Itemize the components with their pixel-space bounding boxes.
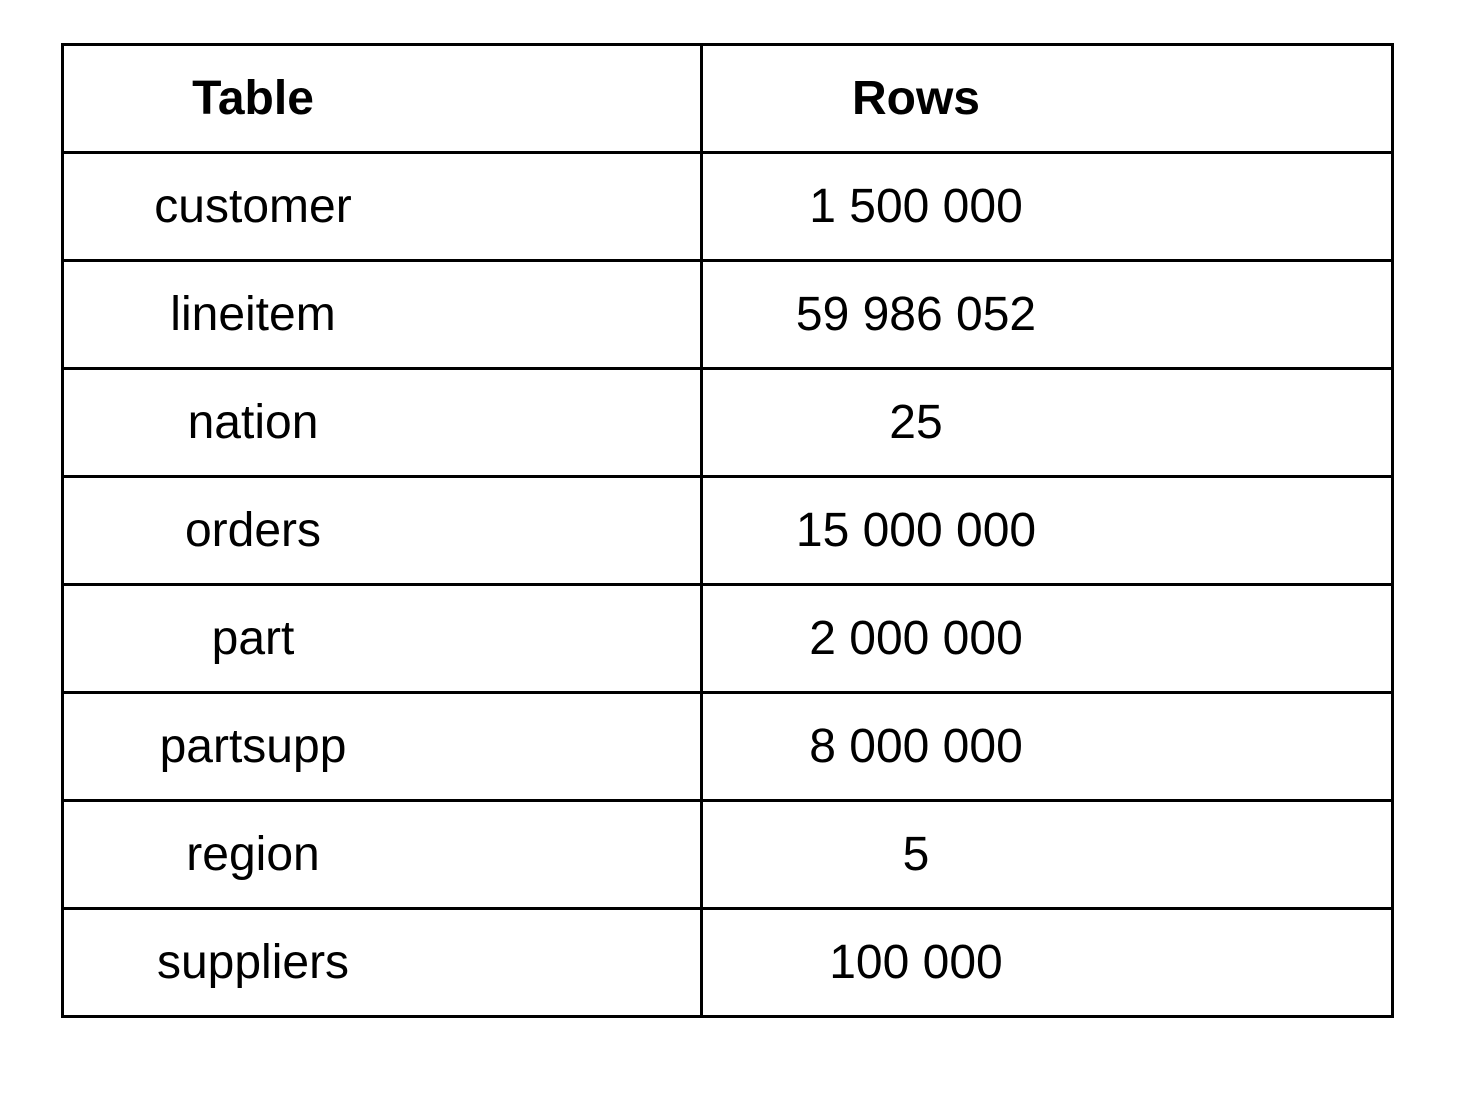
table-row xyxy=(63,693,1393,801)
table-name-cell: customer xyxy=(63,153,702,261)
table-name-cell: region xyxy=(63,801,702,909)
column-header-table: Table xyxy=(63,45,702,153)
table-row xyxy=(63,153,1393,261)
table-row xyxy=(63,369,1393,477)
row-count-cell: 1 500 000 xyxy=(702,153,1393,261)
data-table xyxy=(61,43,1394,1018)
column-header-rows: Rows xyxy=(702,45,1393,153)
table-row xyxy=(63,585,1393,693)
table-name-cell: partsupp xyxy=(63,693,702,801)
table-row xyxy=(63,477,1393,585)
row-count-cell: 8 000 000 xyxy=(702,693,1393,801)
row-count-cell: 25 xyxy=(702,369,1393,477)
table-header-row xyxy=(63,45,1393,153)
table-row xyxy=(63,801,1393,909)
table-name-cell: suppliers xyxy=(63,909,702,1017)
row-count-cell: 59 986 052 xyxy=(702,261,1393,369)
table-name-cell: lineitem xyxy=(63,261,702,369)
row-count-cell: 5 xyxy=(702,801,1393,909)
row-count-cell: 2 000 000 xyxy=(702,585,1393,693)
table-container xyxy=(61,43,1394,1018)
table-name-cell: nation xyxy=(63,369,702,477)
table-row xyxy=(63,909,1393,1017)
row-count-cell: 15 000 000 xyxy=(702,477,1393,585)
table-row xyxy=(63,261,1393,369)
row-count-cell: 100 000 xyxy=(702,909,1393,1017)
table-name-cell: orders xyxy=(63,477,702,585)
table-name-cell: part xyxy=(63,585,702,693)
